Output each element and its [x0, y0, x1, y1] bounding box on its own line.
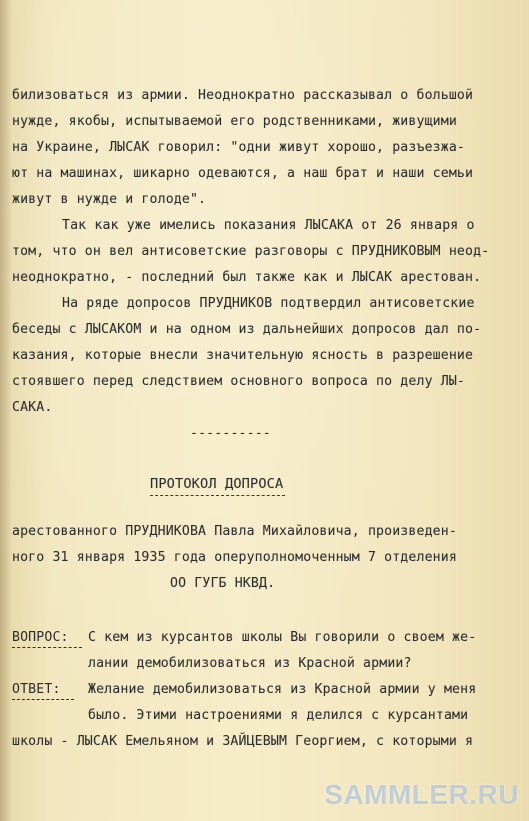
- page-edge-shadow: [0, 0, 12, 821]
- subheader-line: ного 31 января 1935 года оперуполномоченным 7 отделения: [12, 550, 457, 565]
- title-underline: [150, 495, 285, 496]
- answer-label: ОТВЕТ:: [12, 682, 61, 697]
- text-line: стоявшего перед следствием основного вопроса по делу ЛЫ-: [12, 374, 466, 389]
- text-line: нужде, якобы, испытываемой его родственниками, живущими: [12, 114, 457, 129]
- text-line: неоднократно, - последний был также как и ЛЫСАК арестован.: [12, 270, 482, 285]
- text-line: живут в нужде и голоде".: [12, 192, 207, 207]
- question-text: лании демобилизоваться из Красной армии?: [88, 656, 412, 671]
- answer-text: было. Этими настроениями я делился с курсантами: [88, 708, 469, 723]
- subheader-line: ОО ГУГБ НКВД.: [170, 576, 276, 591]
- answer-label-underline: [12, 699, 74, 700]
- document-title: ПРОТОКОЛ ДОПРОСА: [150, 476, 284, 492]
- question-label-underline: [12, 647, 82, 648]
- subheader-line: арестованного ПРУДНИКОВА Павла Михайловича, произведен-: [12, 524, 457, 539]
- watermark-logo: SAMMLER.RU: [324, 779, 519, 810]
- text-line: ют на машинах, шикарно одеваются, а наш брат и наши семьи: [12, 166, 474, 181]
- text-line: беседы с ЛЫСАКОМ и на одном из дальнейших допросов дал по-: [12, 322, 482, 337]
- text-line: Так как уже имелись показания ЛЫСАКА от 26 января о: [62, 218, 475, 233]
- text-line: на Украине, ЛЫСАК говорил: "одни живут хорошо, разъезжа-: [12, 140, 466, 155]
- text-line: казания, которые внесли значительную ясность в разрешение: [12, 348, 474, 363]
- answer-text: Желание демобилизоваться из Красной армии у меня: [88, 682, 477, 697]
- text-line: На ряде допросов ПРУДНИКОВ подтвердил антисоветские: [62, 296, 475, 311]
- section-separator: ----------: [190, 426, 271, 441]
- text-line: САКА.: [12, 400, 53, 415]
- text-line: билизоваться из армии. Неоднократно рассказывал о большой: [12, 88, 474, 103]
- question-text: С кем из курсантов школы Вы говорили о своем же-: [88, 630, 477, 645]
- question-label: ВОПРОС:: [12, 630, 69, 645]
- text-line: том, что он вел антисоветские разговоры с ПРУДНИКОВЫМ неод-: [12, 244, 490, 259]
- answer-text: школы - ЛЫСАК Емельяном и ЗАЙЦЕВЫМ Георгием, с которыми я: [12, 734, 474, 749]
